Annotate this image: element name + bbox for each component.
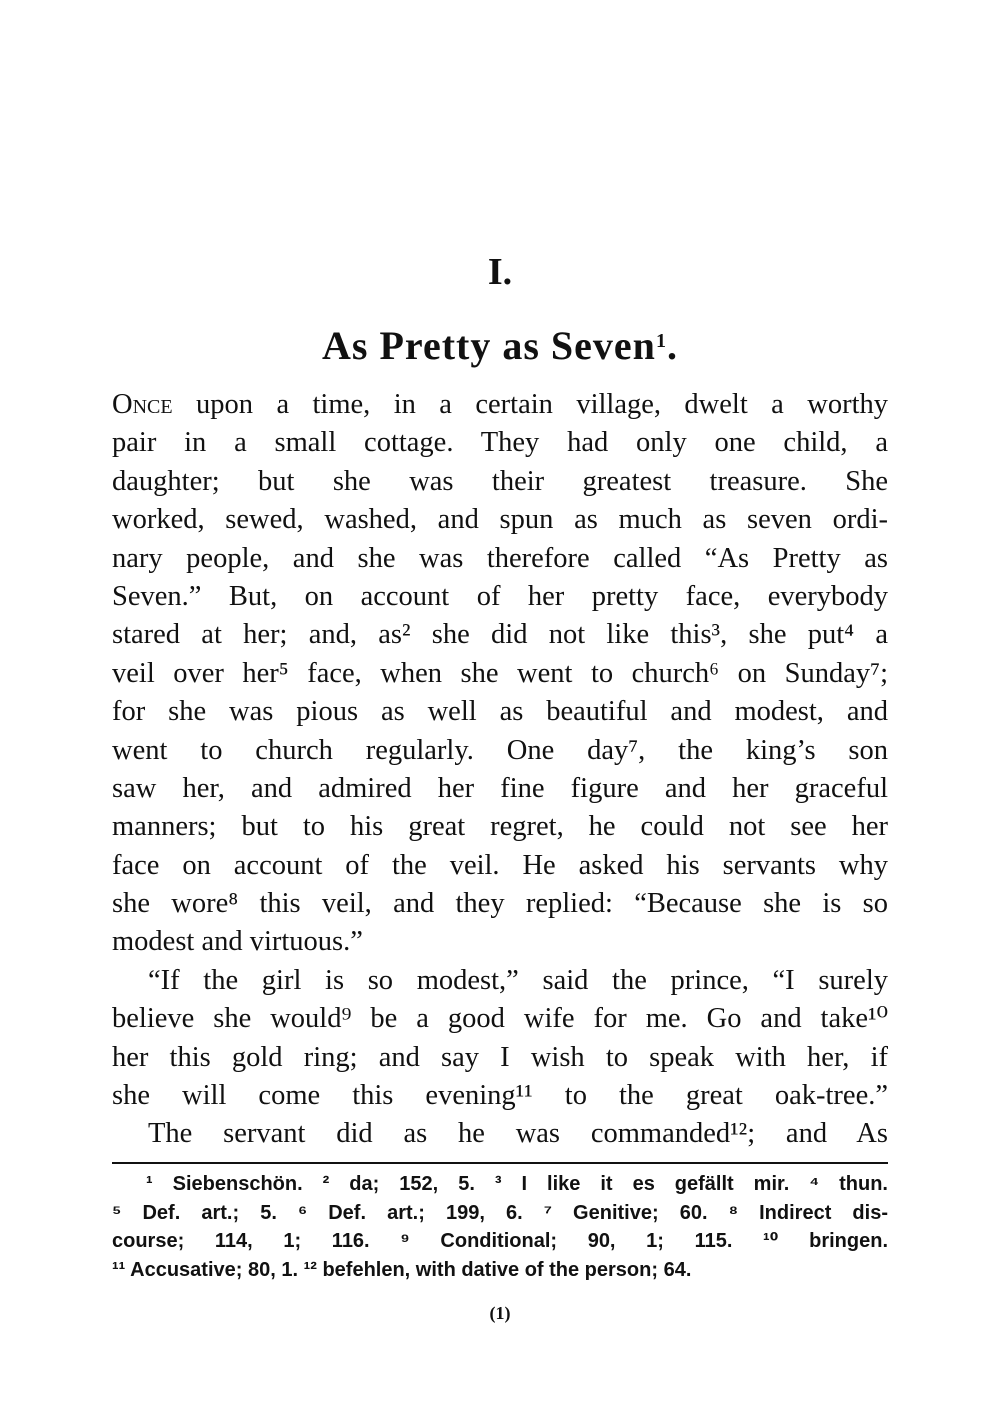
text-line: worked, sewed, washed, and spun as much as seven ordi- <box>112 504 888 536</box>
text-line: face on account of the veil. He asked his servants why <box>112 849 888 881</box>
footnote-divider <box>112 1162 888 1164</box>
text-line: her this gold ring; and say I wish to speak with her, if <box>112 1041 888 1073</box>
title-footnote-mark: 1 <box>655 330 667 352</box>
text-line: stared at her; and, as² she did not like this³, she put⁴ a <box>112 619 888 651</box>
chapter-title: As Pretty as Seven$^1$. <box>322 323 678 368</box>
text-line: The servant did as he was commanded¹²; and As <box>148 1118 888 1150</box>
page-number: (1) <box>489 1303 511 1323</box>
text-line: Once upon a time, in a certain village, dwelt a worthy <box>112 389 888 420</box>
first-word: Once <box>112 389 173 420</box>
text-line: she will come this evening¹¹ to the great oak-tree.” <box>112 1080 888 1112</box>
text-line: for she was pious as well as beautiful and modest, and <box>112 696 888 728</box>
text-line: manners; but to his great regret, he could not see her <box>112 811 888 843</box>
text-line: believe she would⁹ be a good wife for me. Go and take¹⁰ <box>112 1003 888 1035</box>
text-line: saw her, and admired her fine figure and her graceful <box>112 772 888 804</box>
footnote-line: ¹ Siebenschön. ² da; 152, 5. ³ I like it es gefällt mir. ⁴ thun. <box>146 1173 888 1195</box>
footnote-line: ⁵ Def. art.; 5. ⁶ Def. art.; 199, 6. ⁷ Genitive; 60. ⁸ Indirect dis- <box>112 1201 888 1224</box>
chapter-number: I. <box>487 251 513 293</box>
footnote-line: ¹¹ Accusative; 80, 1. ¹² befehlen, with dative of the person; 64. <box>112 1258 692 1281</box>
text-line: she wore⁸ this veil, and they replied: “Because she is so <box>112 888 888 920</box>
text-line: modest and virtuous.” <box>112 926 363 958</box>
text-line: went to church regularly. One day⁷, the king’s son <box>112 734 888 766</box>
text-line: Seven.” But, on account of her pretty face, everybody <box>112 580 888 612</box>
body-text <box>112 386 888 1154</box>
footnotes <box>112 1170 888 1284</box>
text-line: “If the girl is so modest,” said the prince, “I surely <box>148 964 888 996</box>
text-line: veil over her⁵ face, when she went to church⁶ on Sunday⁷; <box>112 657 888 689</box>
chapter-title-text: As Pretty as Seven <box>322 323 656 368</box>
text-line: daughter; but she was their greatest treasure. She <box>112 465 888 497</box>
text-line: nary people, and she was therefore called “As Pretty as <box>112 542 888 574</box>
footnote-line: course; 114, 1; 116. ⁹ Conditional; 90, 1; 115. ¹⁰ bringen. <box>112 1230 888 1252</box>
text-line: pair in a small cottage. They had only one child, a <box>112 427 888 459</box>
